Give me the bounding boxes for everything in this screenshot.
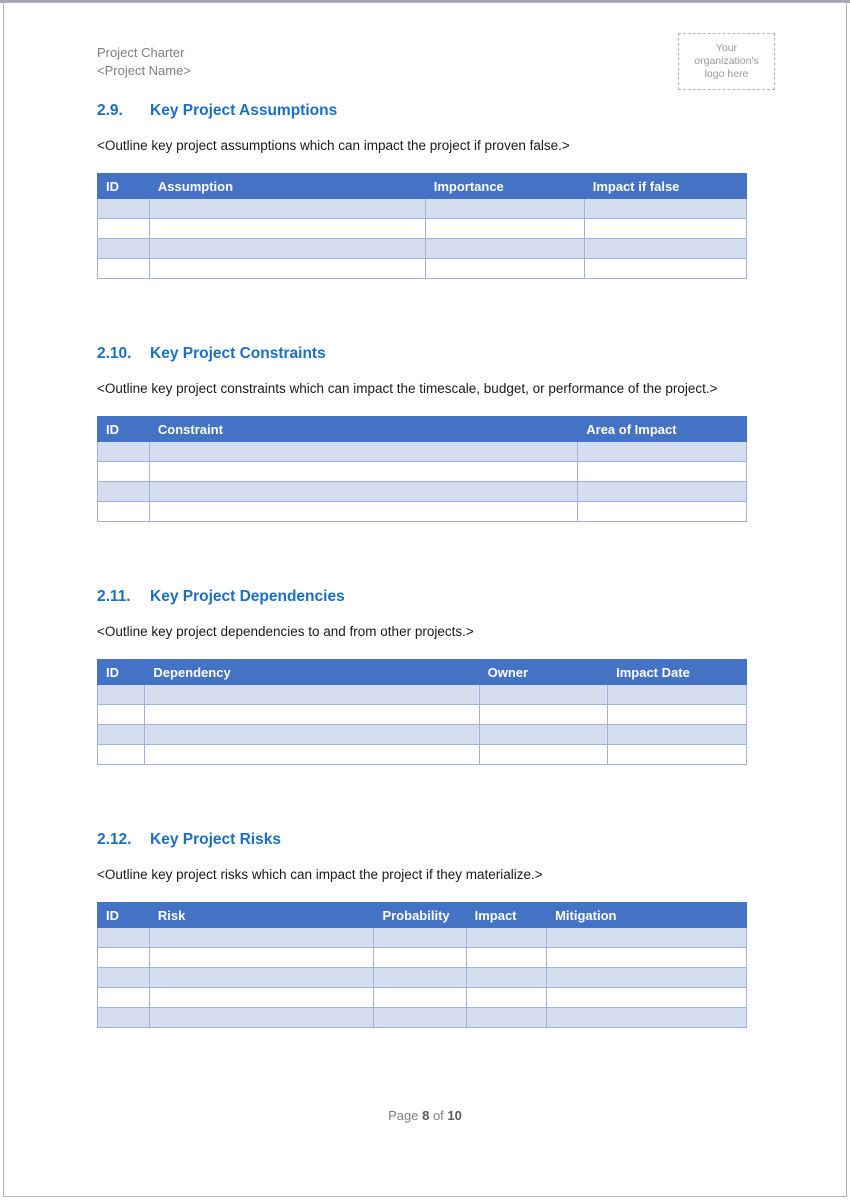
- section-number: 2.10.: [97, 345, 132, 362]
- constraints-table: [97, 416, 747, 522]
- column-header: Mitigation: [547, 903, 747, 928]
- table-cell[interactable]: [547, 928, 747, 948]
- table-row: [98, 219, 747, 239]
- footer-total-pages: 10: [447, 1108, 462, 1123]
- table-cell[interactable]: [149, 968, 374, 988]
- assumptions-table: [97, 173, 747, 279]
- table-header-row: [98, 174, 747, 199]
- section-number: 2.12.: [97, 831, 132, 848]
- page-top-edge: [0, 0, 850, 3]
- table-row: [98, 968, 747, 988]
- table-cell[interactable]: [479, 745, 608, 765]
- column-header: ID: [98, 174, 150, 199]
- table-cell[interactable]: [98, 685, 145, 705]
- footer-page-number: 8: [422, 1108, 430, 1123]
- column-header: ID: [98, 903, 150, 928]
- table-cell[interactable]: [479, 685, 608, 705]
- table-cell[interactable]: [98, 745, 145, 765]
- table-cell[interactable]: [149, 948, 374, 968]
- table-row: [98, 482, 747, 502]
- table-cell[interactable]: [149, 442, 577, 462]
- table-cell[interactable]: [608, 685, 747, 705]
- table-row: [98, 988, 747, 1008]
- dependencies-table: [97, 659, 747, 765]
- table-cell[interactable]: [98, 988, 150, 1008]
- section-description: <Outline key project constraints which can impact the timescale, budget, or performance of the project.>: [97, 381, 718, 396]
- footer-of-word: of: [432, 1108, 444, 1123]
- table-cell[interactable]: [608, 725, 747, 745]
- table-row: [98, 462, 747, 482]
- section-heading: [97, 102, 747, 120]
- section-title: Key Project Risks: [150, 831, 281, 848]
- section-risks: [97, 831, 747, 1028]
- section-heading: [97, 831, 747, 849]
- section-dependencies: [97, 588, 747, 765]
- table-cell[interactable]: [466, 968, 546, 988]
- table-cell[interactable]: [584, 239, 746, 259]
- section-assumptions: [97, 102, 747, 279]
- table-row: [98, 725, 747, 745]
- table-cell[interactable]: [149, 502, 577, 522]
- table-cell[interactable]: [374, 1008, 466, 1028]
- table-cell[interactable]: [149, 199, 425, 219]
- table-cell[interactable]: [149, 462, 577, 482]
- column-header: Impact Date: [608, 660, 747, 685]
- page-footer: [0, 1108, 850, 1123]
- table-cell[interactable]: [425, 239, 584, 259]
- table-cell[interactable]: [149, 1008, 374, 1028]
- table-cell[interactable]: [479, 725, 608, 745]
- table-row: [98, 948, 747, 968]
- table-row: [98, 502, 747, 522]
- table-row: [98, 705, 747, 725]
- table-cell[interactable]: [149, 482, 577, 502]
- table-cell[interactable]: [98, 239, 150, 259]
- document-title: Project Charter: [97, 45, 185, 60]
- table-cell[interactable]: [608, 705, 747, 725]
- table-row: [98, 685, 747, 705]
- table-cell[interactable]: [547, 988, 747, 1008]
- section-heading: [97, 588, 747, 606]
- table-row: [98, 239, 747, 259]
- table-cell[interactable]: [98, 259, 150, 279]
- section-title: Key Project Assumptions: [150, 102, 338, 119]
- table-cell[interactable]: [149, 259, 425, 279]
- section-constraints: [97, 345, 747, 522]
- table-cell[interactable]: [98, 199, 150, 219]
- table-row: [98, 1008, 747, 1028]
- section-number: 2.11.: [97, 588, 131, 605]
- section-description: <Outline key project assumptions which can impact the project if proven false.>: [97, 138, 570, 153]
- table-cell[interactable]: [374, 948, 466, 968]
- risks-table: [97, 902, 747, 1028]
- table-cell[interactable]: [578, 482, 747, 502]
- table-cell[interactable]: [584, 199, 746, 219]
- table-cell[interactable]: [466, 928, 546, 948]
- table-header-row: [98, 660, 747, 685]
- column-header: ID: [98, 660, 145, 685]
- table-cell[interactable]: [149, 219, 425, 239]
- table-cell[interactable]: [98, 725, 145, 745]
- column-header: Probability: [374, 903, 466, 928]
- table-cell[interactable]: [98, 705, 145, 725]
- table-header-row: [98, 903, 747, 928]
- table-cell[interactable]: [425, 259, 584, 279]
- table-cell[interactable]: [425, 199, 584, 219]
- table-cell[interactable]: [374, 968, 466, 988]
- column-header: Importance: [425, 174, 584, 199]
- column-header: Owner: [479, 660, 608, 685]
- page-content: [97, 44, 747, 1028]
- column-header: Constraint: [149, 417, 577, 442]
- table-row: [98, 442, 747, 462]
- table-cell[interactable]: [584, 259, 746, 279]
- table-cell[interactable]: [98, 219, 150, 239]
- table-cell[interactable]: [145, 705, 479, 725]
- table-cell[interactable]: [149, 928, 374, 948]
- table-row: [98, 745, 747, 765]
- column-header: Impact: [466, 903, 546, 928]
- section-title: Key Project Dependencies: [150, 588, 345, 605]
- table-cell[interactable]: [608, 745, 747, 765]
- table-cell[interactable]: [374, 928, 466, 948]
- table-cell[interactable]: [578, 502, 747, 522]
- table-cell[interactable]: [466, 988, 546, 1008]
- table-cell[interactable]: [374, 988, 466, 1008]
- column-header: Area of Impact: [578, 417, 747, 442]
- table-cell[interactable]: [425, 219, 584, 239]
- column-header: Risk: [149, 903, 374, 928]
- section-title: Key Project Constraints: [150, 345, 326, 362]
- table-cell[interactable]: [547, 948, 747, 968]
- table-cell[interactable]: [466, 948, 546, 968]
- section-heading: [97, 345, 747, 363]
- table-cell[interactable]: [98, 968, 150, 988]
- table-cell[interactable]: [98, 482, 150, 502]
- table-cell[interactable]: [145, 685, 479, 705]
- logo-placeholder-text: Your organization's logo here: [694, 42, 759, 80]
- document-header: [97, 44, 747, 80]
- table-cell[interactable]: [98, 948, 150, 968]
- table-cell[interactable]: [584, 219, 746, 239]
- table-cell[interactable]: [466, 1008, 546, 1028]
- table-cell[interactable]: [578, 442, 747, 462]
- table-cell[interactable]: [479, 705, 608, 725]
- column-header: Dependency: [145, 660, 479, 685]
- footer-page-word: Page: [388, 1108, 419, 1123]
- table-row: [98, 259, 747, 279]
- column-header: Assumption: [149, 174, 425, 199]
- table-cell[interactable]: [98, 1008, 150, 1028]
- column-header: Impact if false: [584, 174, 746, 199]
- table-row: [98, 199, 747, 219]
- table-cell[interactable]: [98, 928, 150, 948]
- table-header-row: [98, 417, 747, 442]
- section-number: 2.9.: [97, 102, 123, 119]
- table-cell[interactable]: [149, 239, 425, 259]
- column-header: ID: [98, 417, 150, 442]
- table-cell[interactable]: [578, 462, 747, 482]
- table-cell[interactable]: [547, 1008, 747, 1028]
- section-description: <Outline key project dependencies to and from other projects.>: [97, 624, 474, 639]
- project-name-placeholder: <Project Name>: [97, 63, 191, 78]
- table-cell[interactable]: [145, 745, 479, 765]
- table-cell[interactable]: [145, 725, 479, 745]
- table-cell[interactable]: [547, 968, 747, 988]
- section-description: <Outline key project risks which can impact the project if they materialize.>: [97, 867, 543, 882]
- table-cell[interactable]: [98, 442, 150, 462]
- table-cell[interactable]: [98, 462, 150, 482]
- table-cell[interactable]: [149, 988, 374, 1008]
- table-row: [98, 928, 747, 948]
- table-cell[interactable]: [98, 502, 150, 522]
